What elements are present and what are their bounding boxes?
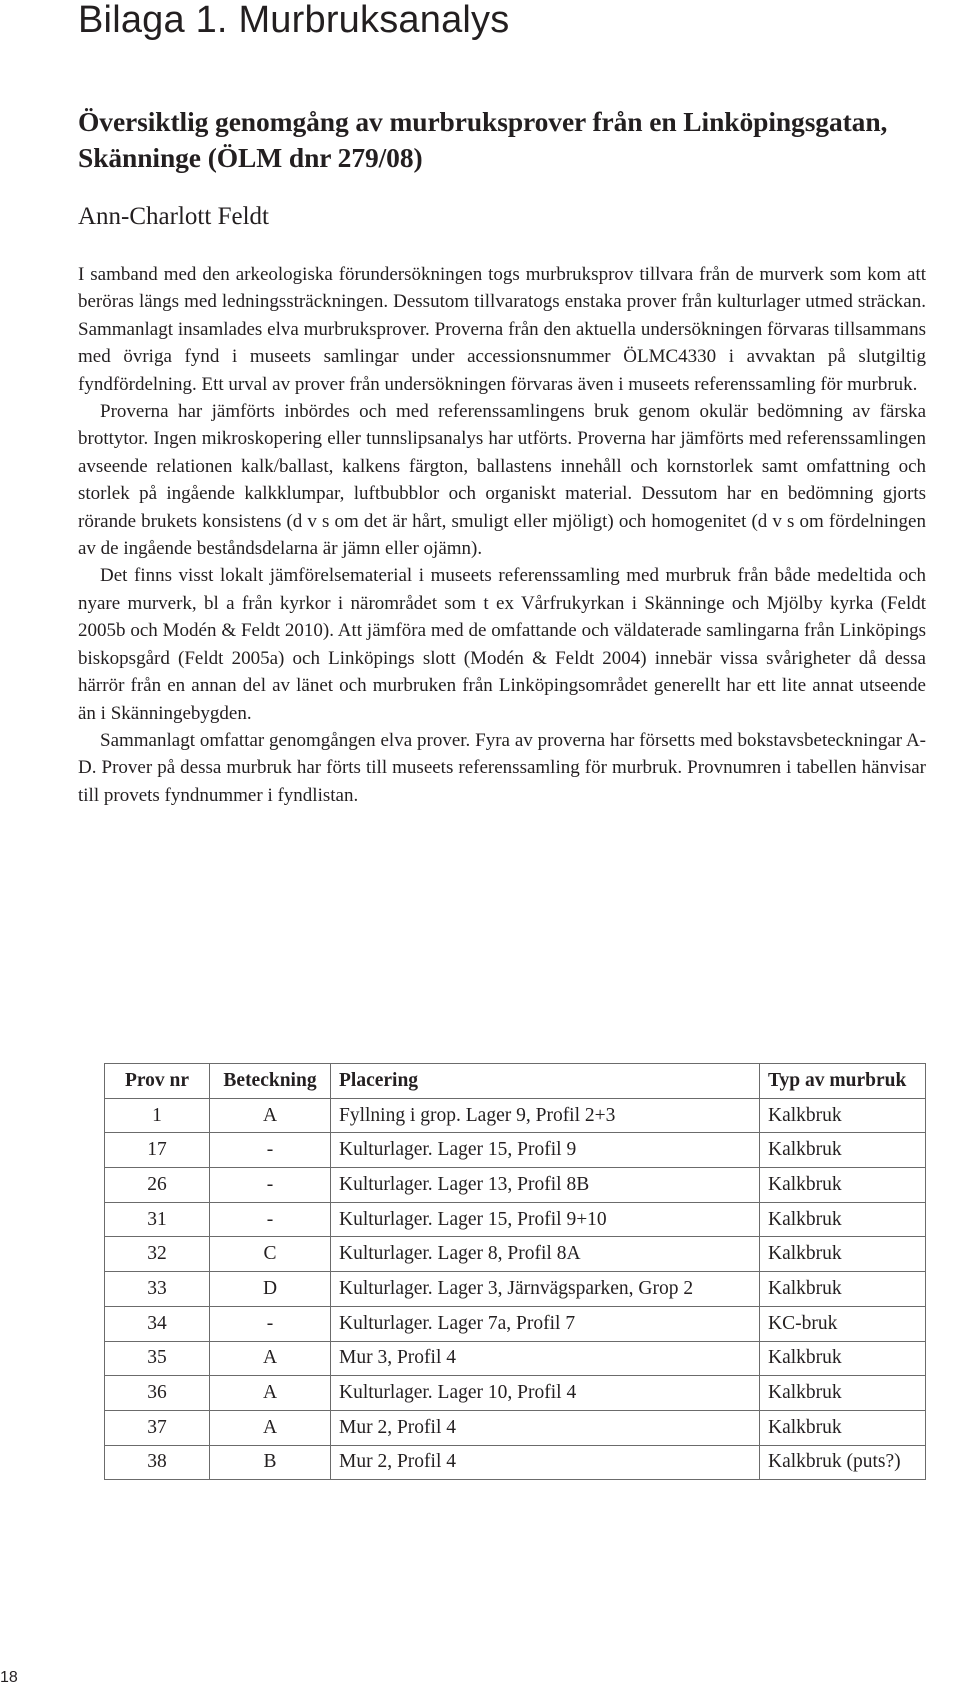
cell-typ: KC-bruk (760, 1306, 926, 1341)
table-row (105, 1410, 926, 1445)
cell-placering: Kulturlager. Lager 3, Järnvägsparken, Grop 2 (331, 1272, 760, 1307)
table-row (105, 1306, 926, 1341)
column-header-placering: Placering (331, 1064, 760, 1099)
column-header-typ: Typ av murbruk (760, 1064, 926, 1099)
table-row (105, 1445, 926, 1480)
cell-beteckning: A (210, 1098, 331, 1133)
cell-typ: Kalkbruk (760, 1237, 926, 1272)
samples-table (104, 1063, 926, 1480)
cell-typ: Kalkbruk (760, 1376, 926, 1411)
cell-typ: Kalkbruk (760, 1168, 926, 1203)
cell-prov-nr: 38 (105, 1445, 210, 1480)
cell-prov-nr: 33 (105, 1272, 210, 1307)
body-text (78, 261, 926, 809)
cell-typ: Kalkbruk (760, 1410, 926, 1445)
cell-prov-nr: 1 (105, 1098, 210, 1133)
paragraph: Det finns visst lokalt jämförelsematerial i museets referenssamling med murbruk från både medeltida och nyare murverk, bl a från kyrkor i närområdet som t ex Vårfrukyrkan i Skänninge och Mjölby kyrka (Feldt 2005b och Modén & Feldt 2010). Att jämföra med de omfattande och väldaterade samlingarna från Linköpings biskopsgård (Feldt 2005a) och Linköpings slott (Modén & Feldt 2004) innebär vissa svårigheter då dessa härrör från en annan del av länet och murbruken från Linköpingsområdet generellt har ett lite annat utseende än i Skänningebygden. (78, 565, 926, 724)
cell-typ: Kalkbruk (760, 1202, 926, 1237)
cell-typ: Kalkbruk (puts?) (760, 1445, 926, 1480)
cell-placering: Kulturlager. Lager 10, Profil 4 (331, 1376, 760, 1411)
cell-placering: Mur 2, Profil 4 (331, 1410, 760, 1445)
cell-placering: Mur 2, Profil 4 (331, 1445, 760, 1480)
cell-beteckning: - (210, 1202, 331, 1237)
table-row (105, 1168, 926, 1203)
paragraph: Proverna har jämförts inbördes och med referenssamlingens bruk genom okulär bedömning av färska brottytor. Ingen mikroskopering eller tunnslipsanalys har utförts. Proverna har jämförts med referenssamlingen avseende relationen kalk/ballast, kalkens färgton, ballastens innehåll och kornstorlek samt omfattning och storlek på ingående kalkklumpar, luftbubblor och organiskt material. Dessutom har en bedömning gjorts rörande brukets konsistens (d v s om det är hårt, smuligt eller mjöligt) och homogenitet (d v s om fördelningen av de ingående beståndsdelarna är jämn eller ojämn). (78, 401, 926, 560)
cell-beteckning: B (210, 1445, 331, 1480)
cell-typ: Kalkbruk (760, 1133, 926, 1168)
author-name: Ann-Charlott Feldt (78, 203, 269, 230)
cell-prov-nr: 34 (105, 1306, 210, 1341)
cell-beteckning: A (210, 1376, 331, 1411)
paragraph: Sammanlagt omfattar genomgången elva prover. Fyra av proverna har försetts med bokstavsbeteckningar A-D. Prover på dessa murbruk har förts till museets referenssamling för murbruk. Provnumren i tabellen hänvisar till provets fyndnummer i fyndlistan. (78, 729, 926, 806)
cell-prov-nr: 32 (105, 1237, 210, 1272)
cell-prov-nr: 31 (105, 1202, 210, 1237)
table-row (105, 1098, 926, 1133)
cell-placering: Kulturlager. Lager 15, Profil 9 (331, 1133, 760, 1168)
cell-placering: Kulturlager. Lager 7a, Profil 7 (331, 1306, 760, 1341)
cell-placering: Fyllning i grop. Lager 9, Profil 2+3 (331, 1098, 760, 1133)
cell-beteckning: - (210, 1133, 331, 1168)
cell-typ: Kalkbruk (760, 1098, 926, 1133)
table-row (105, 1341, 926, 1376)
table-row (105, 1237, 926, 1272)
document-heading: Översiktlig genomgång av murbruksprover från en Linköpingsgatan, Skänninge (ÖLM dnr 279/08) (78, 106, 888, 173)
cell-placering: Kulturlager. Lager 15, Profil 9+10 (331, 1202, 760, 1237)
cell-prov-nr: 36 (105, 1376, 210, 1411)
cell-typ: Kalkbruk (760, 1341, 926, 1376)
table-header-row (105, 1064, 926, 1099)
cell-beteckning: - (210, 1168, 331, 1203)
cell-placering: Mur 3, Profil 4 (331, 1341, 760, 1376)
table-row (105, 1376, 926, 1411)
column-header-beteckning: Beteckning (210, 1064, 331, 1099)
table-row (105, 1133, 926, 1168)
cell-beteckning: D (210, 1272, 331, 1307)
column-header-prov-nr: Prov nr (105, 1064, 210, 1099)
cell-beteckning: C (210, 1237, 331, 1272)
cell-prov-nr: 35 (105, 1341, 210, 1376)
cell-placering: Kulturlager. Lager 8, Profil 8A (331, 1237, 760, 1272)
cell-prov-nr: 17 (105, 1133, 210, 1168)
cell-typ: Kalkbruk (760, 1272, 926, 1307)
cell-prov-nr: 26 (105, 1168, 210, 1203)
table-row (105, 1202, 926, 1237)
cell-beteckning: A (210, 1410, 331, 1445)
cell-beteckning: A (210, 1341, 331, 1376)
cell-placering: Kulturlager. Lager 13, Profil 8B (331, 1168, 760, 1203)
cell-beteckning: - (210, 1306, 331, 1341)
table-row (105, 1272, 926, 1307)
cell-prov-nr: 37 (105, 1410, 210, 1445)
paragraph: I samband med den arkeologiska förundersökningen togs murbruksprov tillvara från de murverk som kom att beröras längs med ledningssträckningen. Dessutom tillvaratogs enstaka prover från kulturlager utmed sträckan. Sammanlagt insamlades elva murbruksprover. Proverna från den aktuella undersökningen förvaras tillsammans med övriga fynd i museets samlingar under accessionsnummer ÖLMC4330 i avvaktan på slutgiltig fyndfördelning. Ett urval av prover från undersökningen förvaras även i museets referenssamling för murbruk. (78, 264, 926, 395)
page-number: 18 (0, 1669, 18, 1686)
page-title: Bilaga 1. Murbruksanalys (78, 0, 510, 41)
